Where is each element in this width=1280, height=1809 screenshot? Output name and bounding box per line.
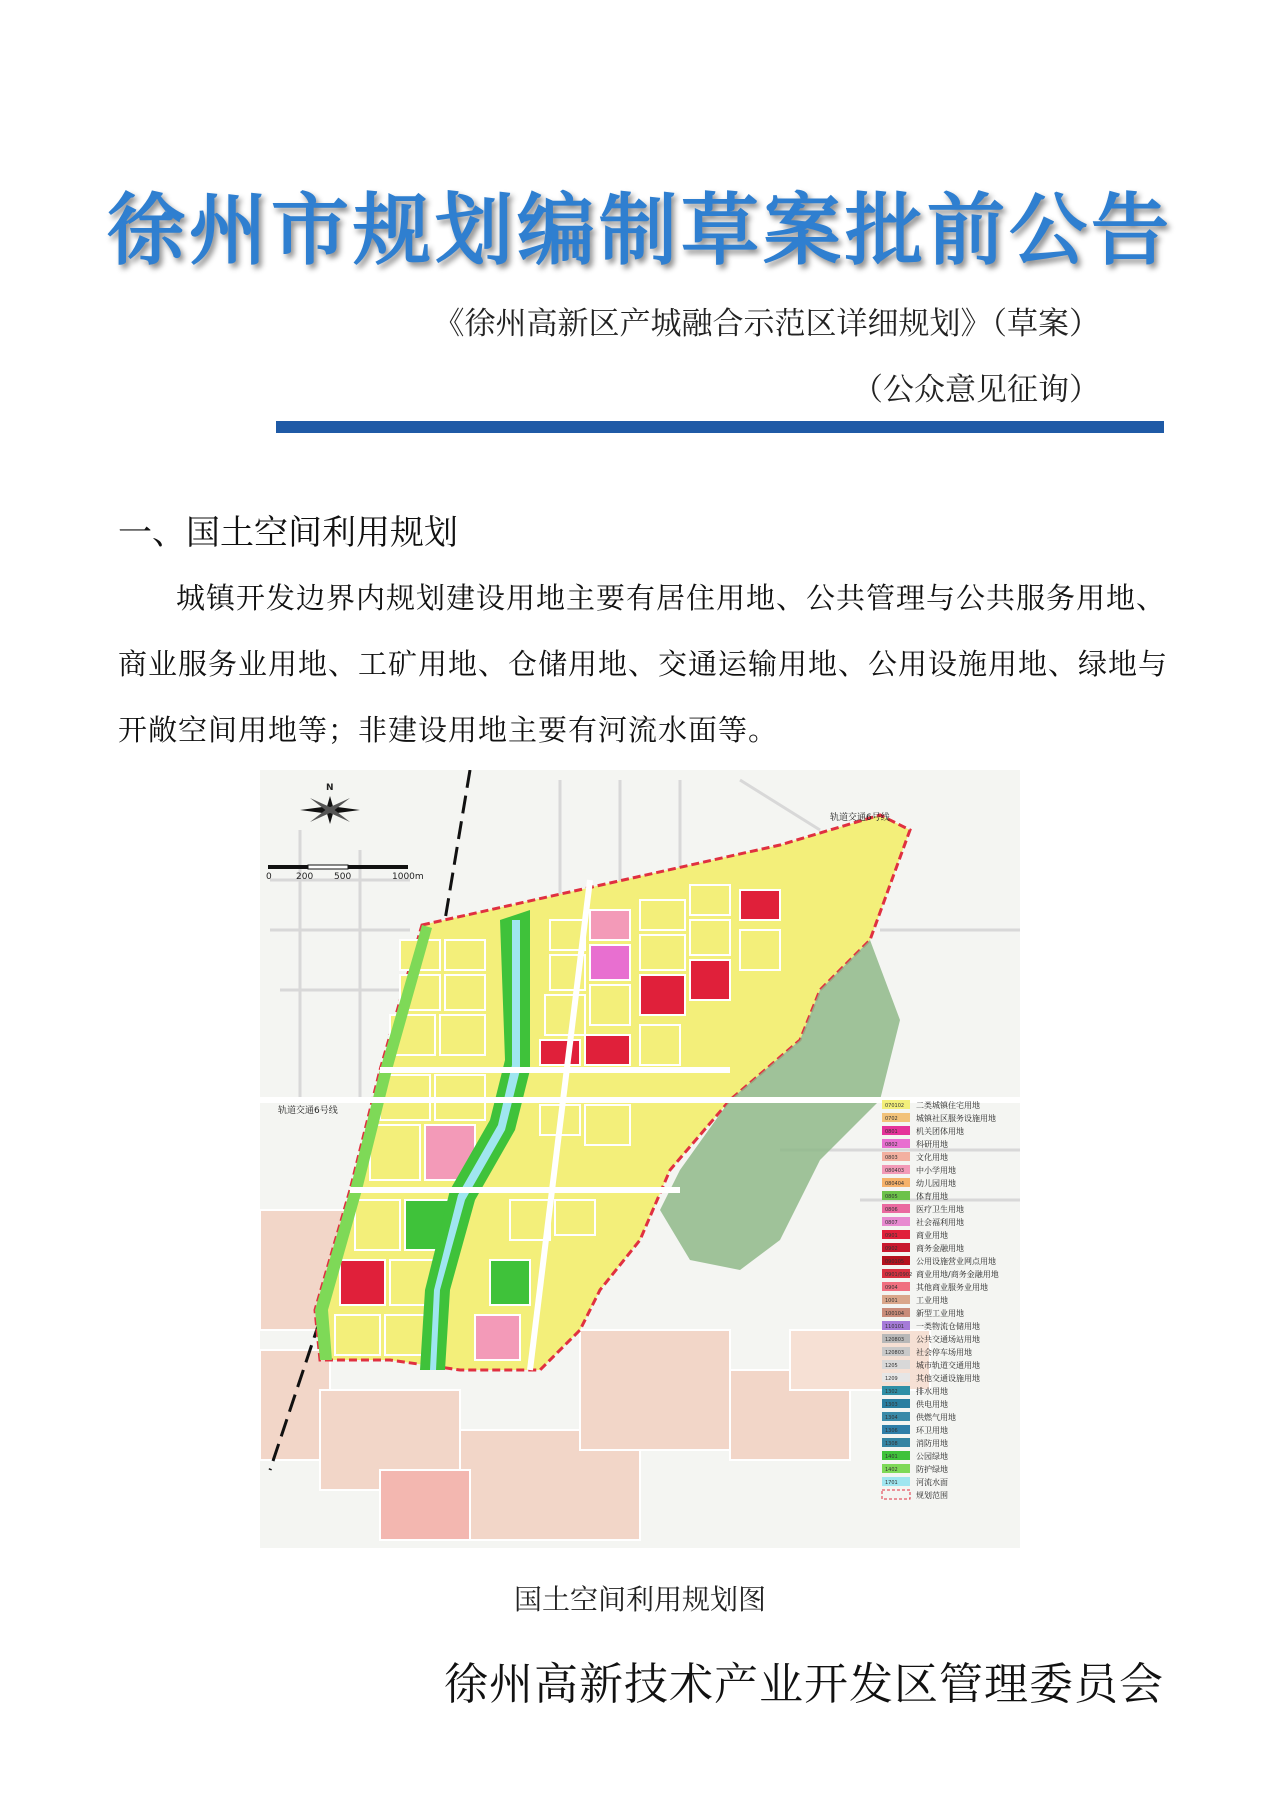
land-parcel bbox=[585, 1105, 630, 1145]
legend-label: 河流水面 bbox=[916, 1478, 948, 1487]
legend-code: 0901 bbox=[885, 1233, 898, 1239]
legend-label: 文化用地 bbox=[916, 1153, 948, 1162]
land-parcel bbox=[690, 920, 730, 955]
land-use-map bbox=[260, 770, 1020, 1548]
legend-label: 公用设施营业网点用地 bbox=[916, 1257, 996, 1266]
legend-label: 防护绿地 bbox=[916, 1465, 948, 1474]
legend-code: 0807 bbox=[885, 1220, 898, 1226]
legend-label: 环卫用地 bbox=[916, 1426, 948, 1435]
legend-label: 公园绿地 bbox=[916, 1452, 948, 1461]
land-parcel bbox=[640, 1025, 680, 1065]
legend-code: 0902 bbox=[885, 1246, 898, 1252]
land-parcel bbox=[475, 1315, 520, 1360]
legend-code: 1001 bbox=[885, 1298, 898, 1304]
legend-label: 幼儿园用地 bbox=[916, 1179, 956, 1188]
legend-label: 机关团体用地 bbox=[916, 1127, 964, 1136]
legend-code: 1401 bbox=[885, 1454, 898, 1460]
legend-label: 新型工业用地 bbox=[916, 1309, 964, 1318]
legend-code: 090105 bbox=[885, 1259, 905, 1265]
map-caption: 国土空间利用规划图 bbox=[513, 1583, 766, 1616]
legend-label: 商业用地/商务金融用地 bbox=[916, 1270, 999, 1279]
legend-label: 科研用地 bbox=[916, 1140, 948, 1149]
land-parcel bbox=[590, 910, 630, 940]
legend-label: 城镇社区服务设施用地 bbox=[916, 1114, 996, 1123]
legend-label: 供燃气用地 bbox=[916, 1413, 956, 1422]
legend-label: 排水用地 bbox=[916, 1387, 948, 1396]
legend-code: 1306 bbox=[885, 1428, 898, 1434]
legend-code: 1701 bbox=[885, 1480, 898, 1486]
legend-label: 一类物流仓储用地 bbox=[916, 1322, 980, 1331]
land-parcel bbox=[370, 1125, 420, 1180]
legend-label: 规划范围 bbox=[916, 1491, 948, 1500]
legend-code: 1302 bbox=[885, 1389, 898, 1395]
rail-line-label-north: 轨道交通6号线 bbox=[830, 813, 890, 823]
scale-label-0: 0 bbox=[266, 872, 272, 882]
issuing-organization: 徐州高新技术产业开发区管理委员会 bbox=[444, 1659, 1164, 1710]
legend-code: 1308 bbox=[885, 1441, 898, 1447]
land-parcel bbox=[740, 890, 780, 920]
land-parcel bbox=[340, 1260, 385, 1305]
legend-code: 0801 bbox=[885, 1129, 898, 1135]
legend-code: 0806 bbox=[885, 1207, 898, 1213]
rail-line-label-west: 轨道交通6号线 bbox=[278, 1106, 338, 1116]
land-parcel bbox=[445, 975, 485, 1010]
land-parcel bbox=[590, 945, 630, 980]
legend-label: 其他商业服务业用地 bbox=[916, 1283, 988, 1292]
legend-code: 0702 bbox=[885, 1116, 898, 1122]
legend-label: 中小学用地 bbox=[916, 1166, 956, 1175]
legend-code: 070102 bbox=[885, 1103, 905, 1109]
legend-code: 1303 bbox=[885, 1402, 898, 1408]
land-parcel bbox=[440, 1015, 485, 1055]
notice-title: 徐州市规划编制草案批前公告 bbox=[106, 186, 1173, 276]
legend-code: 1402 bbox=[885, 1467, 898, 1473]
legend-label: 消防用地 bbox=[916, 1439, 948, 1448]
land-parcel bbox=[335, 1315, 380, 1355]
legend-code: 110101 bbox=[885, 1324, 905, 1330]
legend-label: 社会停车场用地 bbox=[916, 1348, 972, 1357]
legend-code: 080403 bbox=[885, 1168, 905, 1174]
land-parcel bbox=[690, 960, 730, 1000]
land-parcel bbox=[740, 930, 780, 970]
legend-label: 体育用地 bbox=[916, 1192, 948, 1201]
legend-code: 1304 bbox=[885, 1415, 898, 1421]
legend-code: 1209 bbox=[885, 1376, 898, 1382]
scale-label-200: 200 bbox=[296, 872, 314, 882]
land-use-map-canvas bbox=[260, 770, 1020, 1548]
plan-name: 《徐州高新区产城融合示范区详细规划》（草案） bbox=[433, 306, 1100, 342]
scale-label-500: 500 bbox=[334, 872, 352, 882]
legend-code: 120803 bbox=[885, 1337, 905, 1343]
land-parcel bbox=[555, 1200, 595, 1235]
land-parcel bbox=[585, 1035, 630, 1065]
land-parcel bbox=[640, 900, 685, 930]
land-parcel bbox=[640, 975, 685, 1015]
land-parcel bbox=[690, 885, 730, 915]
land-parcel bbox=[540, 1040, 580, 1065]
legend-label: 供电用地 bbox=[916, 1400, 948, 1409]
legend-code: 0805 bbox=[885, 1194, 898, 1200]
land-parcel bbox=[590, 985, 630, 1025]
section-heading: 一、国土空间利用规划 bbox=[118, 513, 458, 553]
legend-code: 0901/0902 bbox=[885, 1272, 913, 1278]
legend-label: 医疗卫生用地 bbox=[916, 1205, 964, 1214]
land-parcel bbox=[445, 940, 485, 970]
legend-code: 1205 bbox=[885, 1363, 898, 1369]
legend-code: 080404 bbox=[885, 1181, 905, 1187]
legend-code: 100104 bbox=[885, 1311, 905, 1317]
legend-label: 二类城镇住宅用地 bbox=[916, 1101, 980, 1110]
land-parcel bbox=[545, 995, 585, 1035]
legend-label: 商业用地 bbox=[916, 1231, 948, 1240]
compass-north-label: N bbox=[326, 783, 334, 793]
legend-label: 工业用地 bbox=[916, 1296, 948, 1305]
legend-label: 城市轨道交通用地 bbox=[916, 1361, 980, 1370]
land-parcel bbox=[490, 1260, 530, 1305]
legend-code: 120803 bbox=[885, 1350, 905, 1356]
legend-label: 商务金融用地 bbox=[916, 1244, 964, 1253]
legend-code: 0803 bbox=[885, 1155, 898, 1161]
section-body: 城镇开发边界内规划建设用地主要有居住用地、公共管理与公共服务用地、商业服务业用地、工矿用地、仓储用地、交通运输用地、公用设施用地、绿地与开敞空间用地等；非建设用地主要有河流水面等。 bbox=[118, 581, 1169, 747]
scale-label-1000: 1000m bbox=[392, 872, 424, 882]
legend-label: 公共交通场站用地 bbox=[916, 1335, 980, 1344]
divider-rule bbox=[276, 421, 1164, 433]
land-parcel bbox=[355, 1200, 400, 1250]
legend-code: 0802 bbox=[885, 1142, 898, 1148]
land-parcel bbox=[640, 935, 685, 970]
legend-label: 社会福利用地 bbox=[916, 1218, 964, 1227]
legend-code: 0904 bbox=[885, 1285, 898, 1291]
consultation-note: （公众意见征询） bbox=[852, 372, 1100, 408]
legend-label: 其他交通设施用地 bbox=[916, 1374, 980, 1383]
